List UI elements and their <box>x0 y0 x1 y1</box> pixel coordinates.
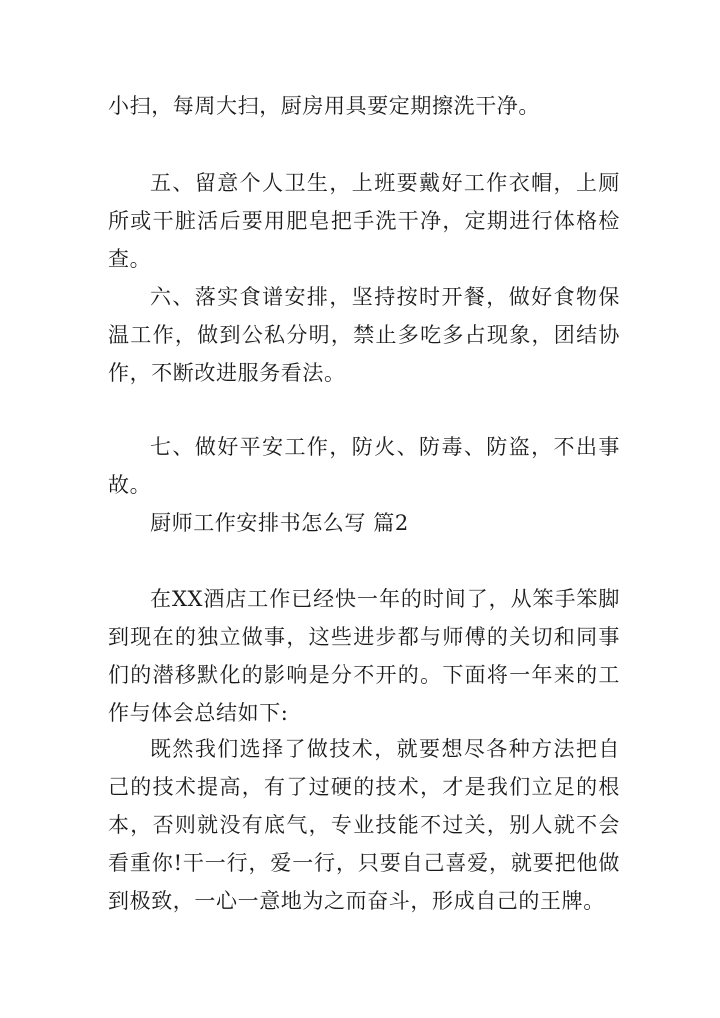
paragraph-intro: 在XX酒店工作已经快一年的时间了，从笨手笨脚到现在的独立做事，这些进步都与师傅的关切和同事们的潜移默化的影响是分不开的。下面将一年来的工作与体会总结如下: <box>108 587 620 725</box>
paragraph-item-5: 五、留意个人卫生，上班要戴好工作衣帽，上厕所或干脏活后要用肥皂把手洗干净，定期进行体格检查。 <box>108 171 620 271</box>
paragraph-body: 既然我们选择了做技术，就要想尽各种方法把自己的技术提高，有了过硬的技术，才是我们立足的根本，否则就没有底气，专业技能不过关，别人就不会看重你!干一行，爱一行，只要自己喜爱，就要把他做到极致，一心一意地为之而奋斗，形成自己的王牌。 <box>108 737 620 913</box>
paragraph-continued: 小扫，每周大扫，厨房用具要定期擦洗干净。 <box>108 94 540 118</box>
paragraph-item-6: 六、落实食谱安排，坚持按时开餐，做好食物保温工作，做到公私分明，禁止多吃多占现象，团结协作，不断改进服务看法。 <box>108 285 620 385</box>
section-heading: 厨师工作安排书怎么写 篇2 <box>150 511 409 535</box>
paragraph-item-7: 七、做好平安工作，防火、防毒、防盗，不出事故。 <box>108 435 620 497</box>
